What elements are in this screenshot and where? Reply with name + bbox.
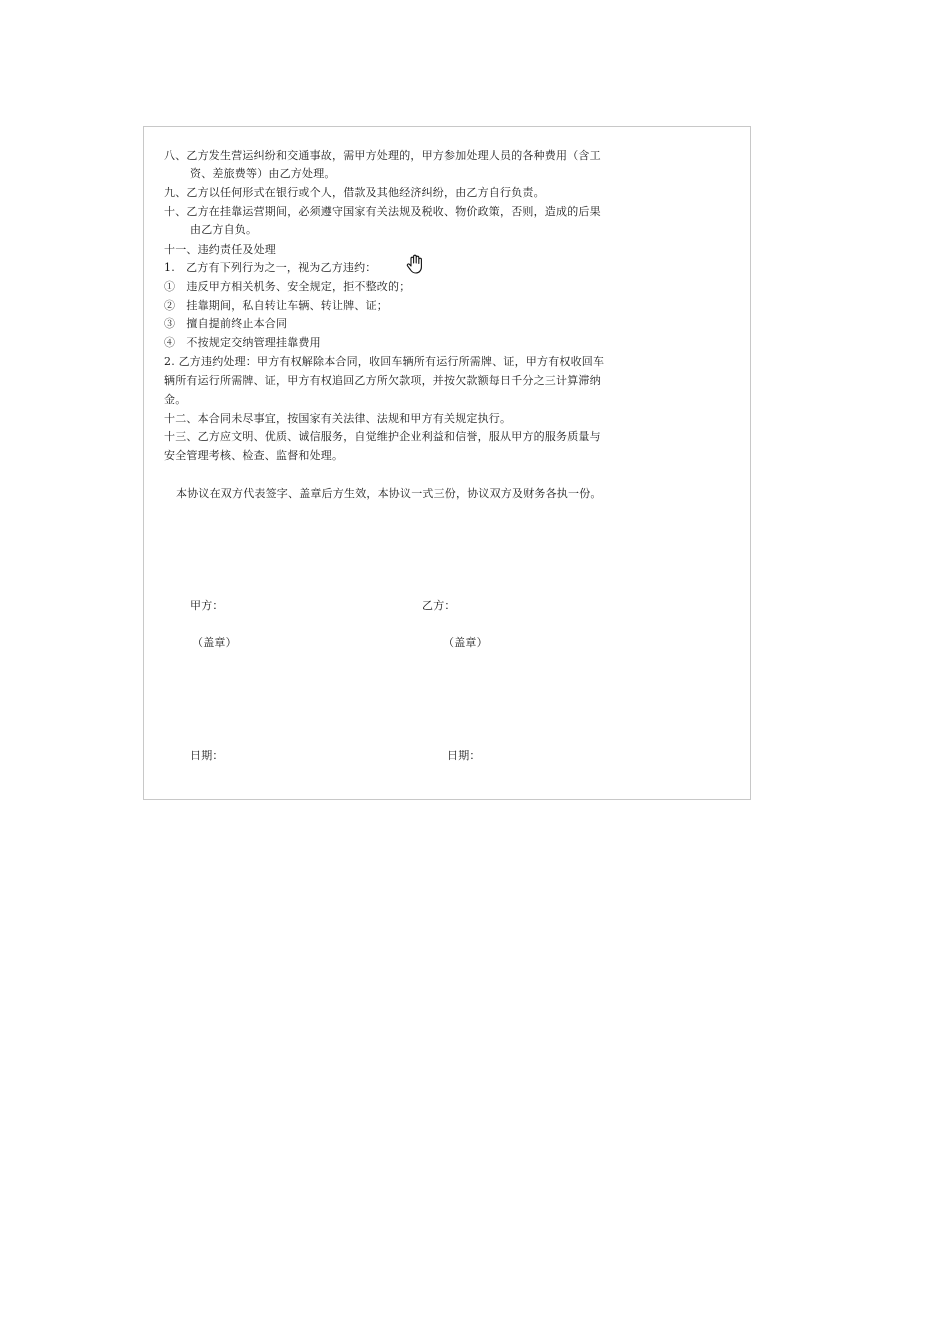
violation-1: ① 违反甲方相关机务、安全规定，拒不整改的； bbox=[164, 280, 411, 293]
clause-9: 九、乙方以任何形式在银行或个人，借款及其他经济纠纷，由乙方自行负责。 bbox=[164, 186, 545, 199]
clause-10-line-1: 十、乙方在挂靠运营期间，必须遵守国家有关法规及税收、物价政策，否则，造成的后果 bbox=[164, 205, 601, 218]
clause-13-line-1: 十三、乙方应文明、优质、诚信服务，自觉维护企业利益和信誉，服从甲方的服务质量与 bbox=[164, 430, 601, 443]
clause-11-item-2-line-1: 2. 乙方违约处理：甲方有权解除本合同，收回车辆所有运行所需牌、证，甲方有权收回车 bbox=[164, 355, 605, 368]
party-b-seal: （盖章） bbox=[443, 636, 488, 649]
clause-8-line-1: 八、乙方发生营运纠纷和交通事故，需甲方处理的，甲方参加处理人员的各种费用（含工 bbox=[164, 149, 601, 162]
violation-4: ④ 不按规定交纳管理挂靠费用 bbox=[164, 336, 321, 349]
clause-11-item-1: 1. 乙方有下列行为之一，视为乙方违约： bbox=[164, 261, 377, 274]
party-a-date: 日期： bbox=[190, 749, 224, 762]
violation-3: ③ 擅自提前终止本合同 bbox=[164, 317, 288, 330]
clause-12: 十二、本合同未尽事宜，按国家有关法律、法规和甲方有关规定执行。 bbox=[164, 412, 512, 425]
clause-11-item-2-line-3: 金。 bbox=[164, 393, 187, 406]
party-a-label: 甲方： bbox=[190, 599, 224, 612]
clause-11-heading: 十一、违约责任及处理 bbox=[164, 243, 276, 256]
effectiveness-statement: 本协议在双方代表签字、盖章后方生效，本协议一式三份，协议双方及财务各执一份。 bbox=[176, 487, 602, 500]
document-page bbox=[143, 126, 751, 800]
clause-11-item-2-line-2: 辆所有运行所需牌、证，甲方有权追回乙方所欠款项，并按欠款额每日千分之三计算滞纳 bbox=[164, 374, 601, 387]
clause-13-line-2: 安全管理考核、检查、监督和处理。 bbox=[164, 449, 344, 462]
party-b-date: 日期： bbox=[447, 749, 481, 762]
violation-2: ② 挂靠期间，私自转让车辆、转让牌、证； bbox=[164, 299, 388, 312]
party-b-label: 乙方： bbox=[422, 599, 456, 612]
clause-8-line-2: 资、差旅费等）由乙方处理。 bbox=[190, 167, 336, 180]
hand-cursor-icon bbox=[405, 253, 427, 275]
clause-10-line-2: 由乙方自负。 bbox=[190, 223, 258, 236]
party-a-seal: （盖章） bbox=[192, 636, 237, 649]
